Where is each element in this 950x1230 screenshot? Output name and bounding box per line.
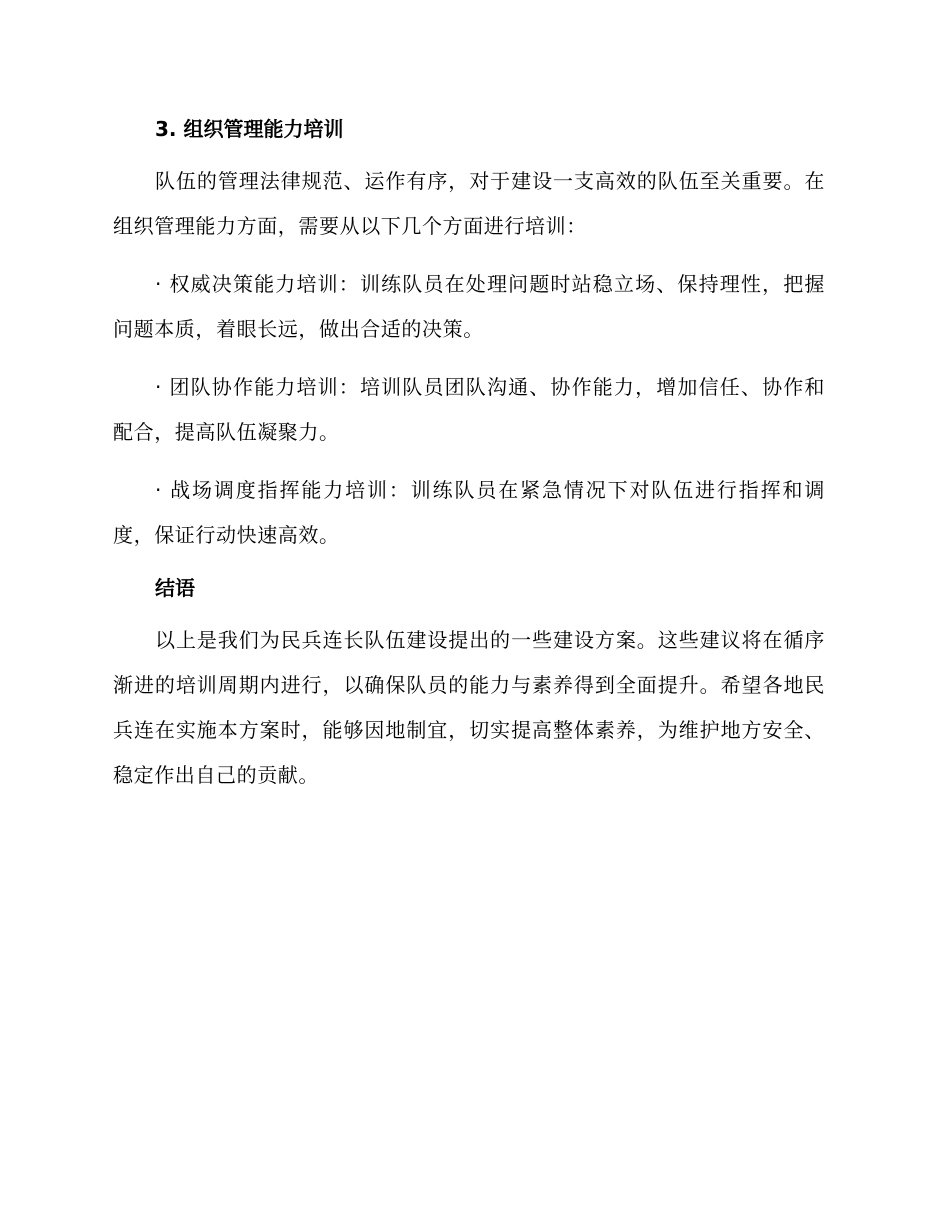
bullet-item-teamwork: · 团队协作能力培训：培训队员团队沟通、协作能力，增加信任、协作和配合，提高队伍凝聚力。 — [113, 375, 825, 444]
section-heading: 3. 组织管理能力培训 — [155, 117, 344, 141]
bullet-item-command: · 战场调度指挥能力培训：训练队员在紧急情况下对队伍进行指挥和调度，保证行动快速高效。 — [113, 478, 825, 547]
conclusion-paragraph: 以上是我们为民兵连长队伍建设提出的一些建设方案。这些建议将在循序渐进的培训周期内进行，以确保队员的能力与素养得到全面提升。希望各地民兵连在实施本方案时，能够因地制宜，切实提高整体素养，为维护地方安全、稳定作出自己的贡献。 — [113, 628, 825, 787]
conclusion-heading: 结语 — [155, 576, 195, 600]
bullet-item-decision: · 权威决策能力培训：训练队员在处理问题时站稳立场、保持理性，把握问题本质，着眼长远，做出合适的决策。 — [113, 272, 825, 341]
section-intro-paragraph: 队伍的管理法律规范、运作有序，对于建设一支高效的队伍至关重要。在组织管理能力方面，需要从以下几个方面进行培训： — [113, 169, 825, 238]
document-body — [113, 112, 825, 811]
